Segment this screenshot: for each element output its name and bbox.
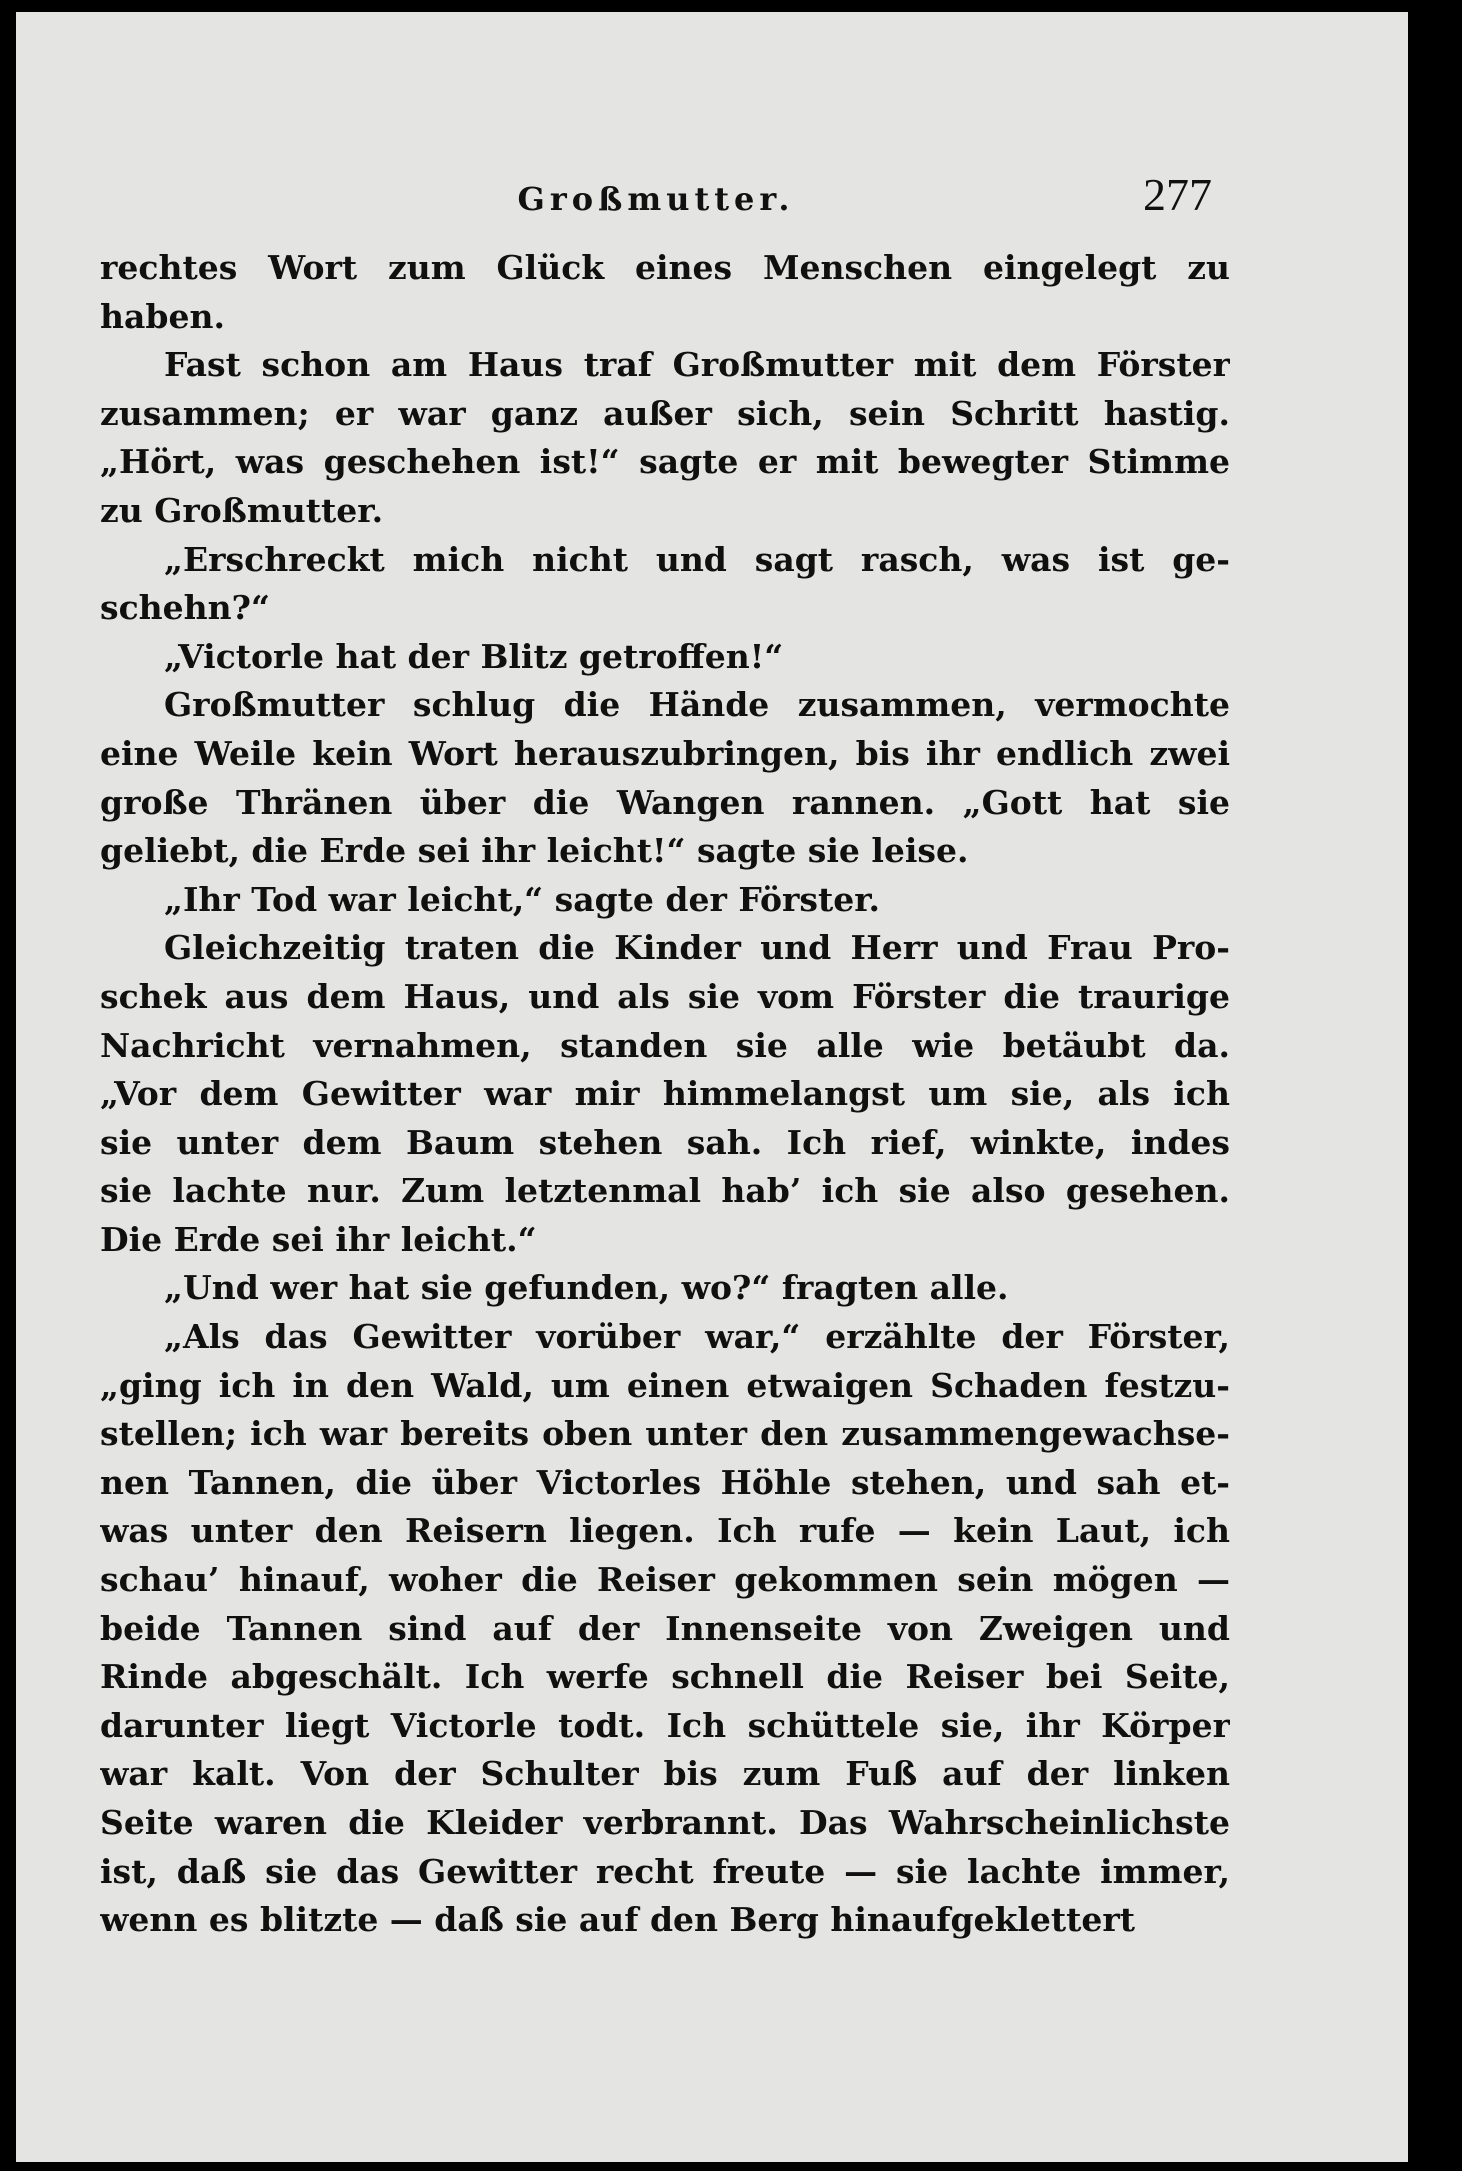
text-line: Die Erde sei ihr leicht.“ — [100, 1219, 537, 1259]
text-line: was unter den Reisern liegen. Ich rufe — kein Laut, ich — [100, 1511, 1230, 1551]
text-line: darunter liegt Victorle todt. Ich schüttele sie, ihr Körper — [100, 1705, 1230, 1745]
book-page — [16, 12, 1408, 2162]
text-line: schek aus dem Haus, und als sie vom Förster die traurige — [100, 976, 1230, 1016]
text-line: nen Tannen, die über Victorles Höhle stehen, und sah et- — [100, 1462, 1230, 1502]
text-line: „Vor dem Gewitter war mir himmelangst um sie, als ich — [100, 1074, 1230, 1114]
text-line: „Erschreckt mich nicht und sagt rasch, was ist ge- — [164, 539, 1230, 579]
text-line: stellen; ich war bereits oben unter den zusammengewachse- — [100, 1414, 1230, 1454]
text-line: Nachricht vernahmen, standen sie alle wie betäubt da. — [100, 1025, 1230, 1065]
text-line: wenn es blitzte — daß sie auf den Berg hinaufgeklettert — [100, 1900, 1136, 1940]
text-line: „ging ich in den Wald, um einen etwaigen Schaden festzu- — [100, 1365, 1230, 1405]
text-line: war kalt. Von der Schulter bis zum Fuß auf der linken — [100, 1754, 1230, 1794]
text-line: schehn?“ — [100, 588, 270, 628]
text-line: beide Tannen sind auf der Innenseite von Zweigen und — [100, 1608, 1230, 1648]
text-line: „Victorle hat der Blitz getroffen!“ — [164, 636, 784, 676]
text-line: eine Weile kein Wort herauszubringen, bis ihr endlich zwei — [100, 733, 1230, 773]
text-line: „Als das Gewitter vorüber war,“ erzählte der Förster, — [164, 1317, 1230, 1357]
page-header — [100, 162, 1212, 220]
text-line: schau’ hinauf, woher die Reiser gekommen sein mögen — — [100, 1560, 1230, 1600]
text-line: große Thränen über die Wangen rannen. „Gott hat sie — [100, 782, 1230, 822]
text-line: „Hört, was geschehen ist!“ sagte er mit bewegter Stimme — [100, 442, 1230, 482]
text-line: Fast schon am Haus traf Großmutter mit dem Förster — [164, 345, 1230, 385]
page-number: 277 — [1143, 169, 1212, 220]
text-line: Rinde abgeschält. Ich werfe schnell die Reiser bei Seite, — [100, 1657, 1230, 1697]
text-line: „Ihr Tod war leicht,“ sagte der Förster. — [164, 879, 881, 919]
text-line: rechtes Wort zum Glück eines Menschen eingelegt zu — [100, 248, 1230, 287]
text-line: zu Großmutter. — [100, 490, 384, 530]
text-line: sie unter dem Baum stehen sah. Ich rief, winkte, indes — [100, 1122, 1230, 1162]
running-head: Großmutter. — [517, 180, 795, 218]
text-line: „Und wer hat sie gefunden, wo?“ fragten alle. — [164, 1268, 1009, 1308]
text-line: Gleichzeitig traten die Kinder und Herr und Frau Pro- — [164, 928, 1230, 968]
text-line: zusammen; er war ganz außer sich, sein Schritt hastig. — [100, 393, 1230, 433]
body-text — [100, 244, 1230, 1945]
text-line: geliebt, die Erde sei ihr leicht!“ sagte sie leise. — [100, 831, 969, 871]
text-line: Großmutter schlug die Hände zusammen, vermochte — [164, 685, 1230, 725]
text-line: haben. — [100, 296, 225, 336]
text-line: ist, daß sie das Gewitter recht freute — sie lachte immer, — [100, 1851, 1230, 1891]
text-line: Seite waren die Kleider verbrannt. Das Wahrscheinlichste — [100, 1803, 1230, 1842]
text-line: sie lachte nur. Zum letztenmal hab’ ich sie also gesehen. — [100, 1171, 1230, 1211]
